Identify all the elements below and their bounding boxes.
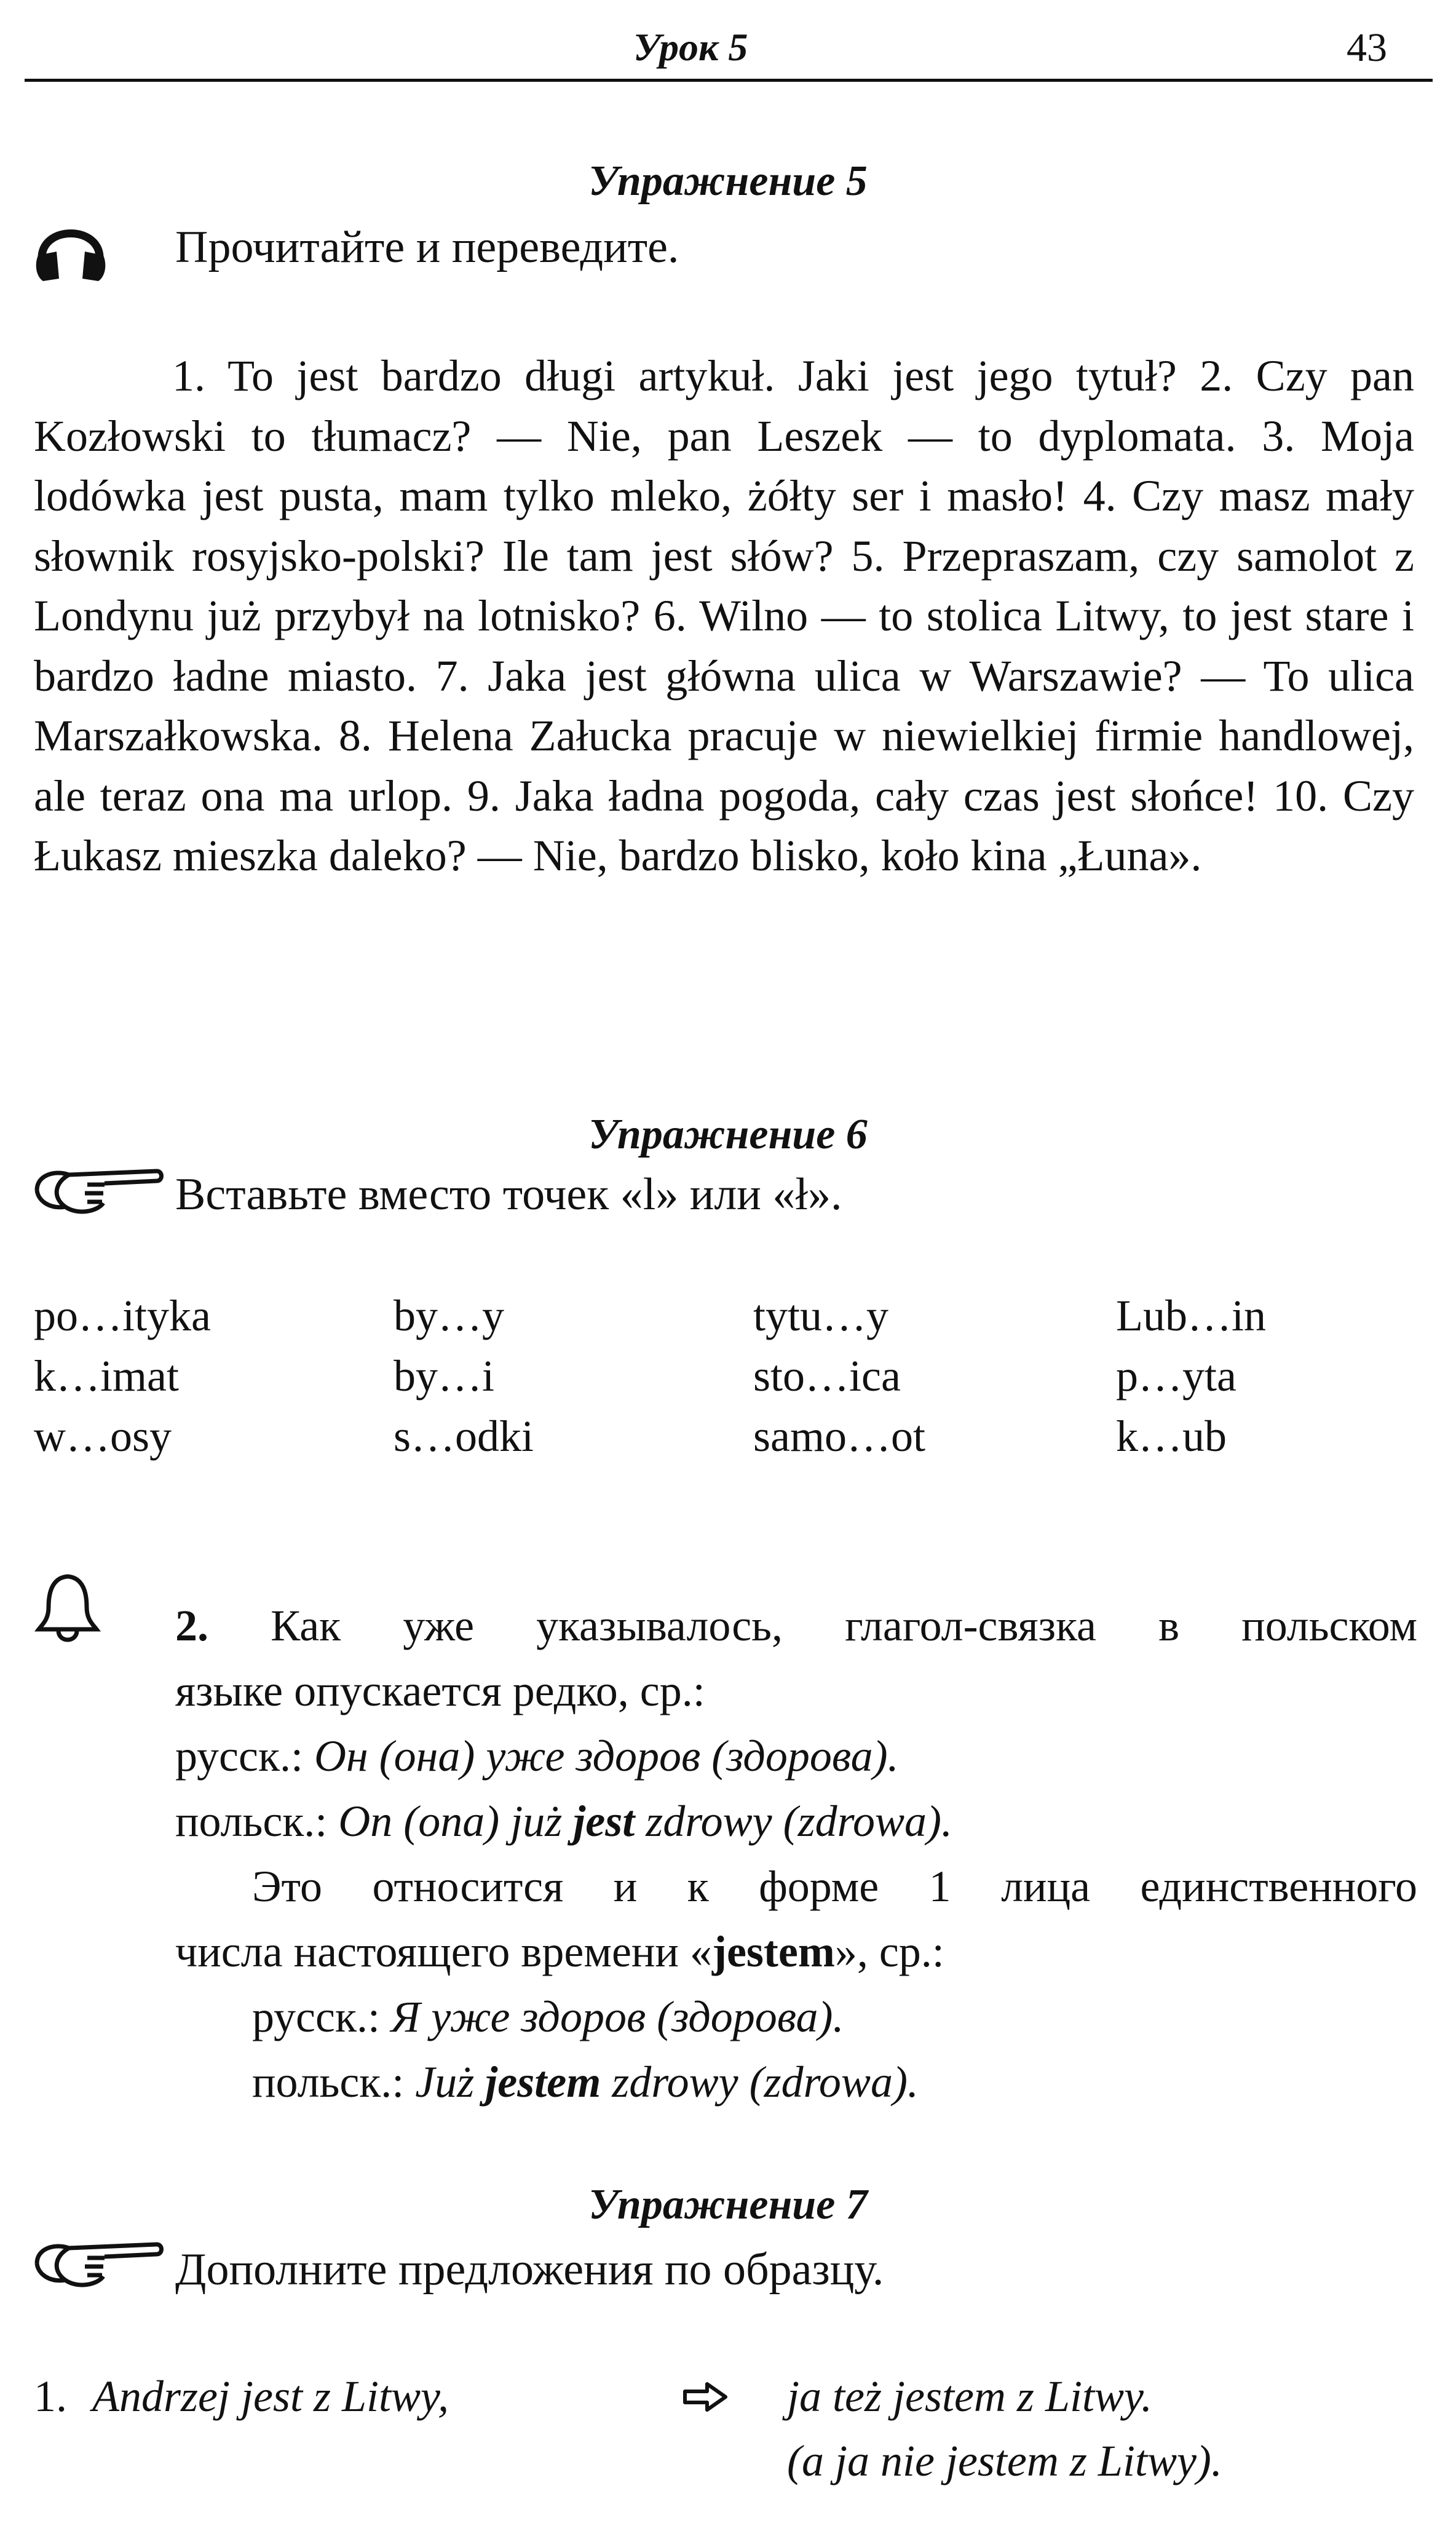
example-text xyxy=(338,1797,952,1846)
word-cell: k…ub xyxy=(1116,1412,1227,1461)
example-answer: ja też jestem z Litwy. xyxy=(787,2372,1152,2421)
example-answer-negative: (a ja nie jestem z Litwy). xyxy=(787,2436,1222,2485)
grammar-text-part: », ср.: xyxy=(834,1927,944,1976)
example-text-part: Już xyxy=(415,2057,486,2107)
word-cell: po…ityka xyxy=(34,1291,211,1340)
example-label: русск.: xyxy=(175,1731,303,1781)
example-polish xyxy=(175,2049,1417,2115)
word-cell: by…y xyxy=(394,1291,504,1340)
example-label: русск.: xyxy=(252,1992,380,2041)
exercise-6-title: Упражнение 6 xyxy=(588,1111,868,1158)
example-text-part: On (ona) już xyxy=(338,1797,574,1846)
pointing-hand-icon xyxy=(31,2236,166,2294)
grammar-note-number: 2. xyxy=(175,1601,208,1650)
exercise-7-instruction: Дополните предложения по образцу. xyxy=(175,2244,884,2295)
example-polish xyxy=(175,1789,1417,1854)
word-cell: sto…ica xyxy=(753,1351,901,1401)
word-cell: Lub…in xyxy=(1116,1291,1266,1340)
example-russian xyxy=(175,1723,1417,1789)
word-row xyxy=(34,1411,1436,1469)
example-number: 1. xyxy=(34,2372,67,2421)
exercise-5-instruction: Прочитайте и переведите. xyxy=(175,222,679,272)
example-text: Я уже здоров (здорова). xyxy=(390,1992,844,2041)
grammar-text-bold: jestem xyxy=(711,1927,835,1976)
example-text-part: zdrowy (zdrowa). xyxy=(601,2057,919,2107)
exercise-7-title: Упражнение 7 xyxy=(588,2181,868,2228)
grammar-note-intro: Как уже указывалось, глагол-связка в польском xyxy=(271,1601,1418,1650)
page-number: 43 xyxy=(1347,25,1387,70)
example-sentence: Andrzej jest z Litwy, xyxy=(92,2372,449,2421)
bell-icon xyxy=(34,1571,101,1648)
example-text: Он (она) уже здоров (здорова). xyxy=(314,1731,899,1781)
example-text-bold: jestem xyxy=(485,2057,601,2107)
word-cell: tytu…y xyxy=(753,1291,889,1340)
example-label: польск.: xyxy=(175,1797,328,1846)
word-cell: k…imat xyxy=(34,1351,179,1401)
example-russian xyxy=(175,1984,1417,2049)
word-cell: s…odki xyxy=(394,1412,534,1461)
right-arrow-icon xyxy=(682,2382,728,2415)
headphones-icon xyxy=(31,212,111,289)
grammar-note-line: языке опускается редко, ср.: xyxy=(175,1666,705,1715)
example-text-part: zdrowy (zdrowa). xyxy=(635,1797,952,1846)
grammar-note-line: Это относится и к форме 1 лица единственного xyxy=(252,1862,1417,1911)
exercise-6-instruction: Вставьте вместо точек «l» или «ł». xyxy=(175,1169,842,1220)
grammar-note-line xyxy=(175,1593,1417,1658)
word-cell: w…osy xyxy=(34,1412,172,1461)
grammar-note xyxy=(175,1593,1417,2115)
header-rule xyxy=(25,79,1433,82)
pointing-hand-icon xyxy=(31,1162,166,1221)
grammar-note-line xyxy=(175,1919,1417,1984)
exercise-5-paragraph: 1. To jest bardzo długi artykuł. Jaki jest jego tytuł? 2. Czy pan Kozłowski to tłumacz? — Nie, pan Leszek — to dyplomata. 3. Moja lodówka jest pusta, mam tylko mleko, żółty ser i masło! 4. Czy masz mały słownik rosyjsko-polski? Ile tam jest słów? 5. Przepraszam, czy samolot z Londynu już przybył na lotnisko? 6. Wilno — to stolica Litwy, to jest stare i bardzo ładne miasto. 7. Jaka jest główna ulica w Warszawie? — To ulica Marszałkowska. 8. Helena Załucka pracuje w niewielkiej firmie handlowej, ale teraz ona ma urlop. 9. Jaka ładna pogoda, cały czas jest słońce! 10. Czy Łukasz mieszka daleko? — Nie, bardzo blisko, koło kina „Łuna». xyxy=(34,351,1414,880)
example-text xyxy=(415,2057,919,2107)
word-cell: p…yta xyxy=(1116,1351,1236,1401)
exercise-5-text xyxy=(34,346,1414,886)
example-text-bold: jest xyxy=(573,1797,635,1846)
example-label: польск.: xyxy=(252,2057,405,2107)
grammar-text-part: числа настоящего времени « xyxy=(175,1927,712,1976)
word-row xyxy=(34,1290,1436,1349)
running-title: Урок 5 xyxy=(633,25,748,69)
word-cell: samo…ot xyxy=(753,1412,925,1461)
exercise-5-title: Упражнение 5 xyxy=(588,157,868,205)
word-cell: by…i xyxy=(394,1351,495,1401)
word-row xyxy=(34,1351,1436,1409)
